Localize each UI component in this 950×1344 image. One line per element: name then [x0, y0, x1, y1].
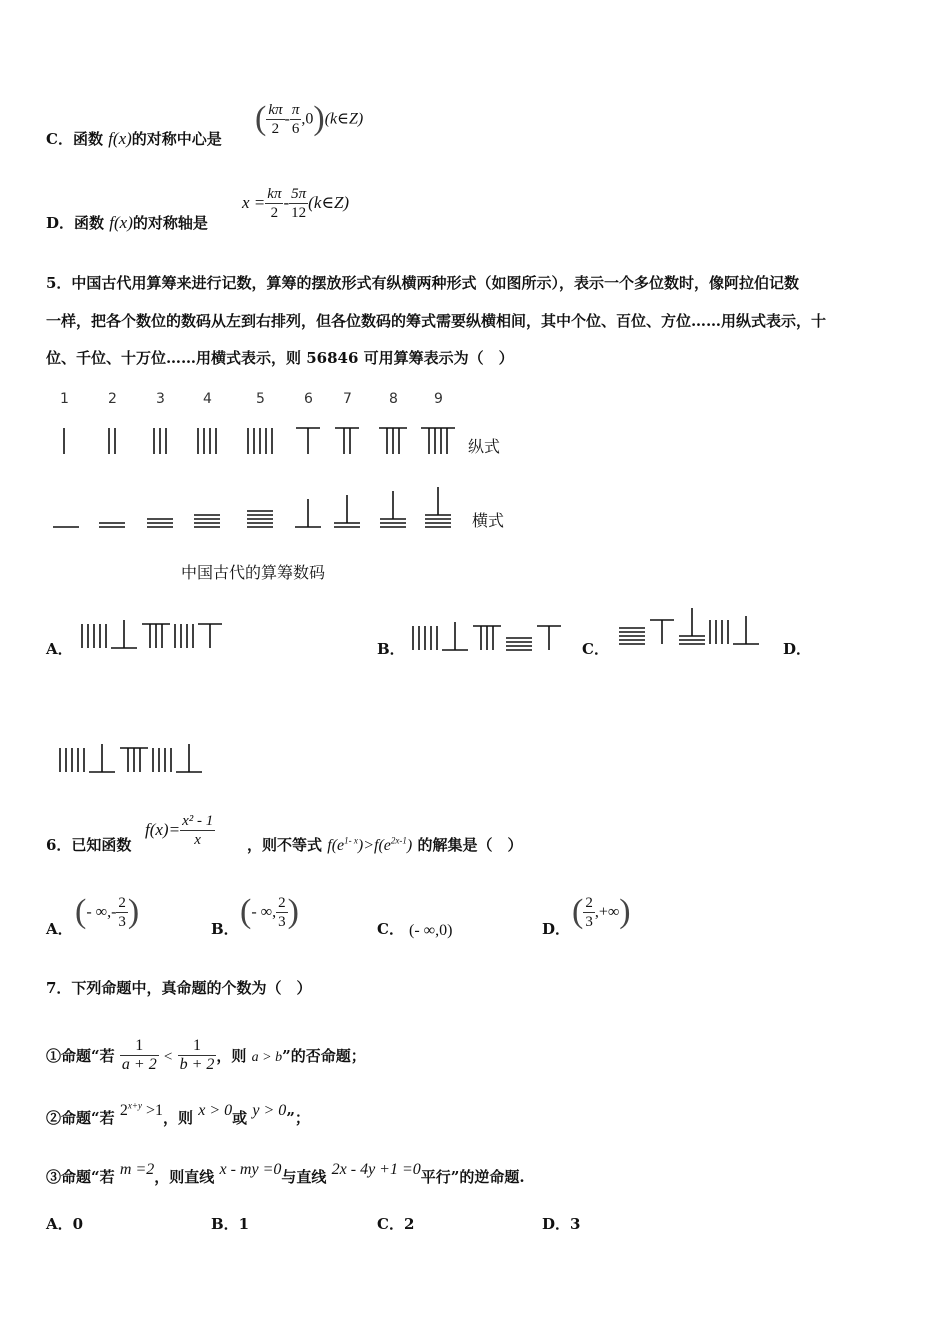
q7-stem: 7．下列命题中，真命题的个数为（ ） [46, 979, 312, 997]
q7-proposition-2: ②命题“若 $2^{x+y} >1$，则 x > 0或 y > 0”； [46, 1100, 310, 1127]
q7-option-a: A．0 [46, 1215, 84, 1233]
q5-stem-line-1: 5．中国古代用算筹来进行记数，算筹的摆放形式有纵横两种形式（如图所示），表示一个多位数时，像阿拉伯记数 [46, 274, 799, 292]
horizontal-form-label: 横式 [472, 511, 505, 530]
function-symbol: f(x) [108, 129, 132, 148]
q6-option-a-formula: (- ∞,- $\frac{2}{3}$ ) [75, 893, 140, 930]
option-label: D． [46, 214, 75, 232]
digit-label: 5 [256, 391, 265, 407]
digit-label: 1 [60, 391, 69, 407]
figure-caption: 中国古代的算筹数码 [181, 563, 326, 582]
q4-d-formula: x = $\frac{k\pi}{2}$ - $\frac{5\pi}{12}$ (k∈Z) [242, 186, 350, 221]
vertical-form-label: 纵式 [468, 437, 501, 456]
digit-label: 9 [434, 391, 443, 407]
q6-option-d: D． [542, 920, 571, 938]
q5-option-d-label: D． [783, 640, 812, 658]
q6-option-b: B． [211, 920, 239, 938]
q5-stem-line-2: 一样，把各个数位的数码从左到右排列，但各位数码的筹式需要纵横相间，其中个位、百位、方位……用纵式表示，十 [46, 312, 827, 330]
q6-function: f(x)= $\frac{\text{x² - 1}}{x}$ [145, 813, 214, 848]
q6-option-c: C． [377, 920, 404, 938]
q6-option-b-formula: (- ∞, $\frac{2}{3}$ ) [240, 893, 299, 930]
digit-label: 3 [156, 391, 165, 407]
q6-option-d-formula: ( $\frac{2}{3}$ ,+∞) [572, 893, 631, 930]
function-symbol: f(x) [109, 213, 133, 232]
q4-c-formula: ( $\frac{k\pi}{2}$ - $\frac{\pi}{6}$ ,0)(k∈Z) [255, 100, 364, 137]
q5-stem-line-3: 位、千位、十万位……用横式表示，则 56846 可用算筹表示为（ ） [46, 349, 514, 367]
q7-proposition-3: ③命题“若 m =2，则直线 x - my =0与直线 2x - 4y +1 =0平行”的逆命题. [46, 1161, 525, 1186]
digit-label: 6 [304, 391, 313, 407]
q5-option-b-label: B． [377, 640, 405, 658]
q6-stem-mid: ，则不等式 $f(e^{1- x})>f(e^{2x-1})$ 的解集是（ ） [247, 835, 523, 854]
digit-label: 7 [343, 391, 352, 407]
digit-label: 2 [108, 391, 117, 407]
q6-option-c-formula: (- ∞,0) [409, 922, 453, 939]
digit-label: 4 [203, 391, 212, 407]
q6-stem: 6．已知函数 [46, 836, 132, 854]
q5-option-a-label: A． [46, 640, 73, 658]
option-label: C． [46, 130, 73, 148]
q7-proposition-1: ①命题“若 $\frac{1}{a + 2}$ < $\frac{1}{b + 2}$ ，则 a > b”的否命题； [46, 1037, 366, 1073]
q4-option-c: C．函数 f(x)的对称中心是 [46, 129, 222, 148]
q4-option-d: D．函数 f(x)的对称轴是 [46, 213, 208, 232]
digit-label: 8 [389, 391, 398, 407]
q7-option-b: B．1 [211, 1215, 250, 1233]
q6-option-a: A． [46, 920, 73, 938]
q5-option-c-label: C． [582, 640, 609, 658]
q7-option-d: D．3 [542, 1215, 581, 1233]
q7-option-c: C．2 [377, 1215, 415, 1233]
